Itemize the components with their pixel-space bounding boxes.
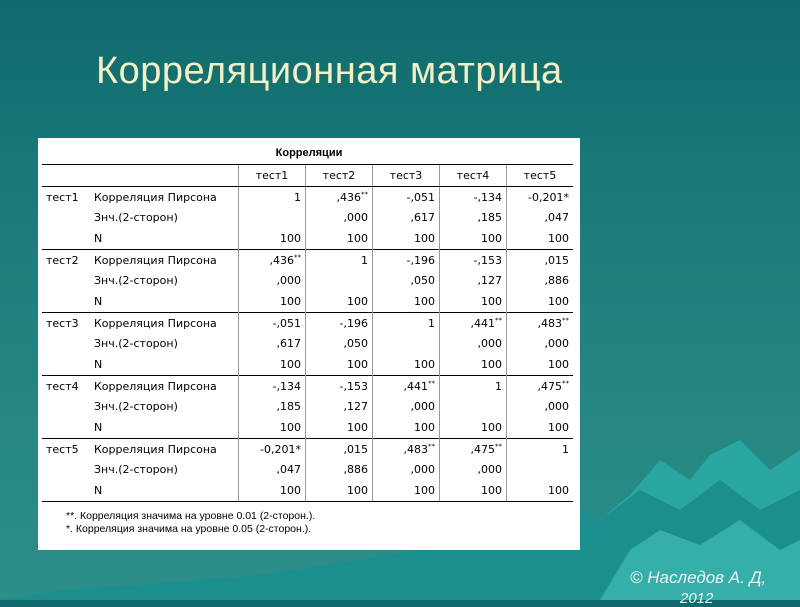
- value-cell: [507, 249, 574, 270]
- variable-name: тест5: [42, 438, 90, 459]
- value-cell: [306, 438, 373, 459]
- value-cell: [306, 270, 373, 291]
- significance-marker: **: [428, 379, 435, 388]
- cell-value: ,483: [537, 316, 562, 330]
- statistic-label: N: [90, 480, 239, 501]
- cell-value: -,134: [473, 190, 502, 204]
- cell-value: ,886: [544, 274, 569, 288]
- footnote-0.01: **. Корреляция значима на уровне 0.01 (2-сторон.).: [66, 510, 316, 522]
- significance-marker: **: [428, 442, 435, 451]
- cell-value: ,617: [410, 211, 435, 225]
- value-cell: [507, 397, 574, 418]
- cell-value: ,441: [403, 379, 428, 393]
- cell-value: 100: [548, 294, 569, 308]
- cell-value: ,185: [477, 211, 502, 225]
- cell-value: ,436: [269, 253, 294, 267]
- table-row: [42, 228, 573, 249]
- statistic-label: N: [94, 358, 103, 372]
- cell-value: 100: [280, 358, 301, 372]
- cell-value: ,000: [410, 400, 435, 414]
- cell-value: ,000: [343, 211, 368, 225]
- copyright-year: 2012: [680, 590, 714, 607]
- cell-value: ,047: [276, 463, 301, 477]
- column-header: тест1: [239, 165, 306, 187]
- value-cell: [440, 270, 507, 291]
- value-cell: [306, 228, 373, 249]
- table-row: [42, 480, 573, 501]
- cell-value: -,153: [473, 253, 502, 267]
- table-row: [42, 397, 573, 418]
- cell-value: 100: [548, 231, 569, 245]
- cell-value: ,441: [470, 316, 495, 330]
- cell-value: 100: [481, 484, 502, 498]
- cell-value: 100: [481, 358, 502, 372]
- value-cell: [440, 354, 507, 375]
- cell-value: 100: [481, 294, 502, 308]
- table-row: [42, 186, 573, 207]
- cell-value: -,134: [272, 379, 301, 393]
- cell-value: 1: [562, 442, 569, 456]
- value-cell: [507, 207, 574, 228]
- cell-value: 100: [280, 231, 301, 245]
- value-cell: [239, 417, 306, 438]
- cell-value: ,047: [544, 211, 569, 225]
- cell-value: 100: [414, 231, 435, 245]
- column-header: тест4: [440, 165, 507, 187]
- cell-value: ,015: [343, 442, 368, 456]
- correlation-table-panel: [38, 138, 580, 550]
- table-header-row: [42, 165, 573, 187]
- statistic-label: Корреляция Пирсона: [90, 312, 239, 333]
- significance-marker: **: [294, 252, 301, 261]
- value-cell: [306, 291, 373, 312]
- significance-marker: **: [495, 442, 502, 451]
- correlation-table: [42, 164, 573, 502]
- value-cell: [373, 354, 440, 375]
- cell-value: ,000: [477, 337, 502, 351]
- cell-value: -,196: [339, 316, 368, 330]
- value-cell: [306, 417, 373, 438]
- cell-value: 100: [414, 294, 435, 308]
- cell-value: ,050: [343, 337, 368, 351]
- value-cell: [239, 270, 306, 291]
- cell-value: 100: [280, 421, 301, 435]
- cell-value: ,000: [276, 274, 301, 288]
- value-cell: [440, 312, 507, 333]
- table-row: [42, 334, 573, 355]
- statistic-label: Знч.(2-сторон): [94, 400, 178, 414]
- variable-name: тест3: [42, 312, 90, 333]
- value-cell: [306, 480, 373, 501]
- value-cell: [440, 460, 507, 481]
- table-row: [42, 270, 573, 291]
- value-cell: [507, 460, 574, 481]
- table-row: [42, 291, 573, 312]
- table-row: [42, 312, 573, 333]
- cell-value: ,475: [470, 442, 495, 456]
- copyright-text: © Наследов А. Д,: [630, 568, 767, 587]
- value-cell: [373, 460, 440, 481]
- cell-value: 1: [294, 190, 301, 204]
- value-cell: [373, 375, 440, 396]
- value-cell: [507, 354, 574, 375]
- value-cell: [239, 480, 306, 501]
- value-cell: [306, 460, 373, 481]
- cell-value: ,886: [343, 463, 368, 477]
- cell-value: ,050: [410, 274, 435, 288]
- significance-marker: **: [495, 316, 502, 324]
- cell-value: 100: [481, 421, 502, 435]
- table-row: [42, 460, 573, 481]
- cell-value: 100: [347, 294, 368, 308]
- value-cell: [507, 270, 574, 291]
- value-cell: [440, 249, 507, 270]
- value-cell: [306, 186, 373, 207]
- table-caption: Корреляции: [275, 147, 343, 159]
- statistic-label: Знч.(2-сторон): [94, 337, 178, 351]
- value-cell: [507, 334, 574, 355]
- statistic-label: N: [94, 294, 103, 308]
- cell-value: ,000: [544, 337, 569, 351]
- variable-name: [42, 334, 90, 355]
- value-cell: [239, 186, 306, 207]
- value-cell: [440, 228, 507, 249]
- cell-value: ,127: [343, 400, 368, 414]
- value-cell: [239, 334, 306, 355]
- variable-name: тест2: [42, 249, 90, 270]
- column-header: тест5: [507, 165, 574, 187]
- value-cell: [306, 375, 373, 396]
- value-cell: [239, 291, 306, 312]
- value-cell: [507, 417, 574, 438]
- value-cell: [373, 228, 440, 249]
- cell-value: 100: [280, 294, 301, 308]
- table-row: [42, 438, 573, 459]
- slide-title: Корреляционная матрица: [96, 50, 563, 92]
- value-cell: [507, 228, 574, 249]
- table-row: [42, 417, 573, 438]
- value-cell: [239, 354, 306, 375]
- column-header: тест3: [373, 165, 440, 187]
- value-cell: [239, 249, 306, 270]
- cell-value: 100: [414, 484, 435, 498]
- value-cell: [373, 480, 440, 501]
- table-row: [42, 375, 573, 396]
- cell-value: 100: [481, 231, 502, 245]
- cell-value: 100: [548, 358, 569, 372]
- header-empty-cell: [42, 165, 90, 187]
- statistic-label: Корреляция Пирсона: [90, 375, 239, 396]
- value-cell: [306, 334, 373, 355]
- cell-value: 100: [414, 421, 435, 435]
- value-cell: [306, 249, 373, 270]
- statistic-label: Корреляция Пирсона: [90, 438, 239, 459]
- variable-name: [42, 460, 90, 481]
- variable-name: [42, 228, 90, 249]
- cell-value: -,051: [406, 190, 435, 204]
- value-cell: [507, 375, 574, 396]
- value-cell: [440, 438, 507, 459]
- value-cell: [507, 438, 574, 459]
- significance-marker: **: [562, 379, 569, 388]
- value-cell: [373, 438, 440, 459]
- value-cell: [440, 480, 507, 501]
- cell-value: ,000: [544, 400, 569, 414]
- value-cell: [507, 186, 574, 207]
- cell-value: ,617: [276, 337, 301, 351]
- cell-value: -,196: [406, 253, 435, 267]
- footnote-0.05: *. Корреляция значима на уровне 0.05 (2-сторон.).: [66, 523, 312, 535]
- variable-name: [42, 354, 90, 375]
- value-cell: [306, 312, 373, 333]
- value-cell: [373, 291, 440, 312]
- cell-value: 100: [414, 358, 435, 372]
- cell-value: 1: [361, 253, 368, 267]
- value-cell: [440, 375, 507, 396]
- header-empty-cell: [90, 165, 239, 187]
- value-cell: [440, 291, 507, 312]
- value-cell: [440, 397, 507, 418]
- value-cell: [239, 228, 306, 249]
- cell-value: -0,201*: [528, 190, 569, 204]
- cell-value: 1: [428, 316, 435, 330]
- variable-name: [42, 417, 90, 438]
- cell-value: ,000: [410, 463, 435, 477]
- column-header: тест2: [306, 165, 373, 187]
- value-cell: [306, 354, 373, 375]
- variable-name: тест4: [42, 375, 90, 396]
- cell-value: ,436: [336, 190, 361, 204]
- value-cell: [440, 186, 507, 207]
- value-cell: [239, 375, 306, 396]
- statistic-label: Знч.(2-сторон): [94, 463, 178, 477]
- cell-value: 100: [548, 484, 569, 498]
- value-cell: [239, 312, 306, 333]
- variable-name: [42, 397, 90, 418]
- value-cell: [373, 270, 440, 291]
- value-cell: [373, 312, 440, 333]
- variable-name: [42, 291, 90, 312]
- value-cell: [239, 438, 306, 459]
- value-cell: [239, 207, 306, 228]
- table-row: [42, 207, 573, 228]
- cell-value: ,000: [477, 463, 502, 477]
- cell-value: 1: [495, 379, 502, 393]
- value-cell: [306, 397, 373, 418]
- value-cell: [373, 249, 440, 270]
- cell-value: -,051: [272, 316, 301, 330]
- table-row: [42, 249, 573, 270]
- cell-value: ,483: [403, 442, 428, 456]
- value-cell: [373, 397, 440, 418]
- cell-value: ,127: [477, 274, 502, 288]
- cell-value: ,475: [537, 379, 562, 393]
- value-cell: [373, 207, 440, 228]
- value-cell: [440, 334, 507, 355]
- value-cell: [373, 417, 440, 438]
- variable-name: [42, 207, 90, 228]
- cell-value: ,185: [276, 400, 301, 414]
- footnotes: [42, 510, 576, 536]
- significance-marker: **: [361, 189, 368, 198]
- table-row: [42, 354, 573, 375]
- cell-value: 100: [347, 421, 368, 435]
- value-cell: [507, 480, 574, 501]
- statistic-label: N: [94, 421, 103, 435]
- value-cell: [507, 291, 574, 312]
- variable-name: тест1: [42, 186, 90, 207]
- variable-name: [42, 270, 90, 291]
- value-cell: [306, 207, 373, 228]
- statistic-label: Корреляция Пирсона: [90, 186, 239, 207]
- variable-name: [42, 480, 90, 501]
- value-cell: [440, 207, 507, 228]
- significance-marker: **: [562, 316, 569, 324]
- value-cell: [507, 312, 574, 333]
- statistic-label: Корреляция Пирсона: [90, 249, 239, 270]
- value-cell: [373, 334, 440, 355]
- value-cell: [239, 397, 306, 418]
- cell-value: -0,201*: [260, 442, 301, 456]
- cell-value: 100: [347, 358, 368, 372]
- value-cell: [239, 460, 306, 481]
- cell-value: 100: [280, 484, 301, 498]
- cell-value: ,015: [544, 253, 569, 267]
- statistic-label: N: [94, 231, 103, 245]
- value-cell: [440, 417, 507, 438]
- cell-value: -,153: [339, 379, 368, 393]
- cell-value: 100: [347, 231, 368, 245]
- cell-value: 100: [548, 421, 569, 435]
- cell-value: 100: [347, 484, 368, 498]
- value-cell: [373, 186, 440, 207]
- statistic-label: Знч.(2-сторон): [94, 274, 178, 288]
- statistic-label: Знч.(2-сторон): [94, 211, 178, 225]
